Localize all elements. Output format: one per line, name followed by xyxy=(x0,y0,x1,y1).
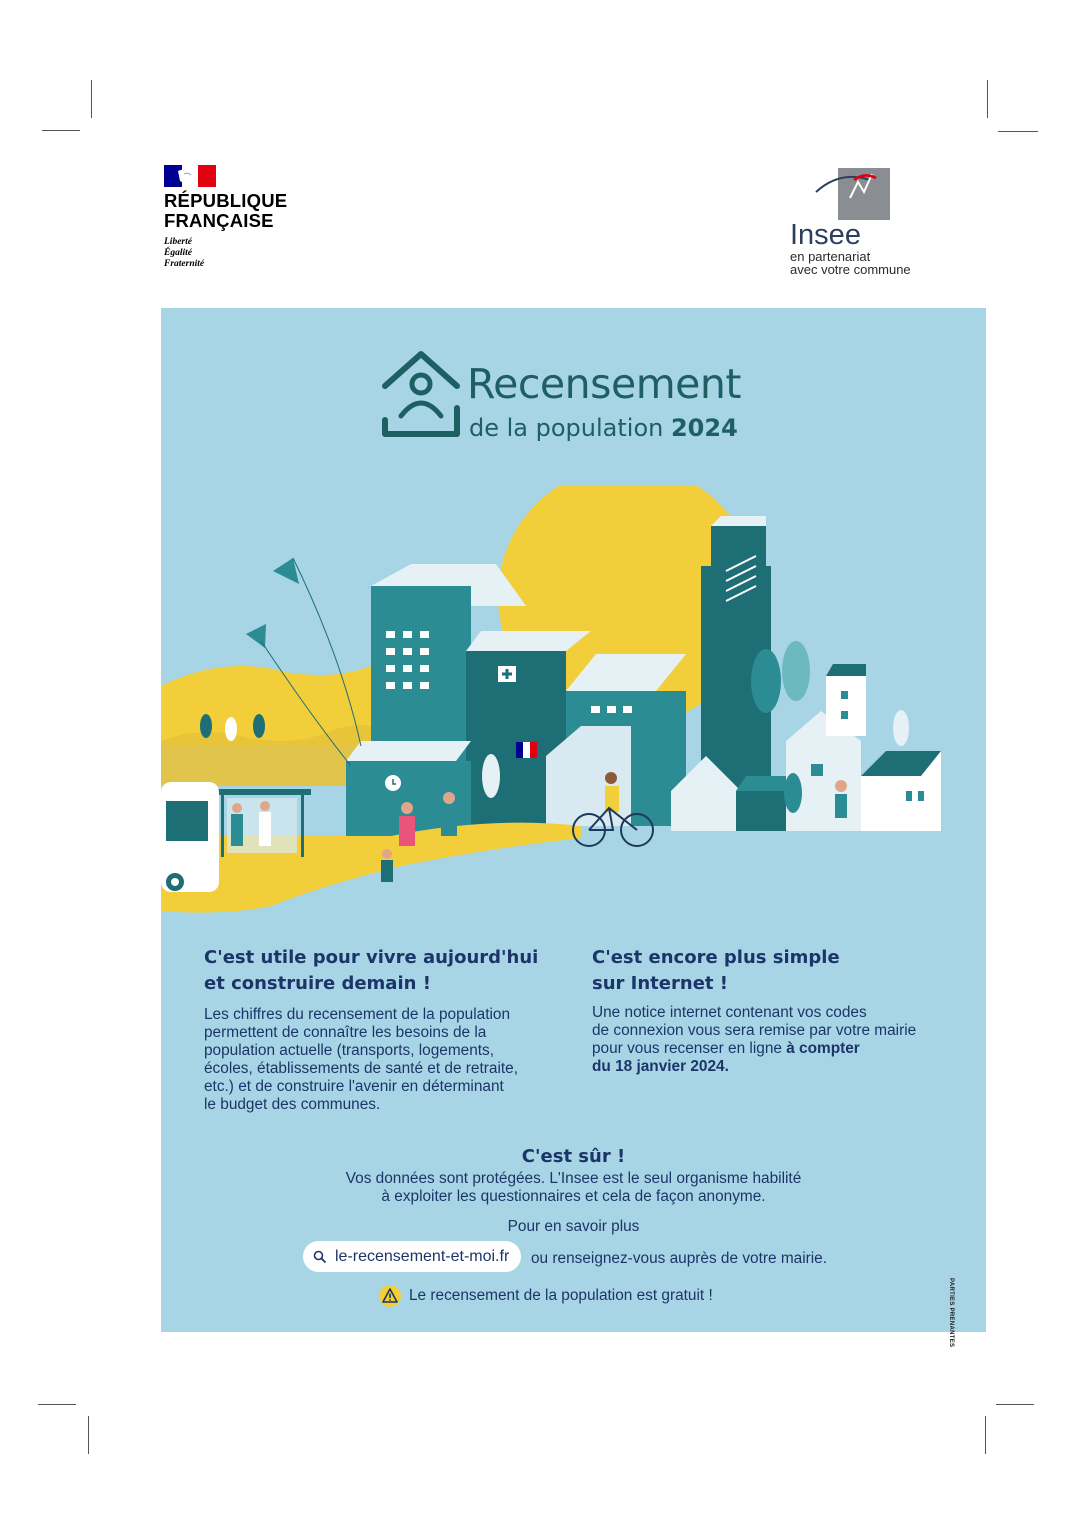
right-body-date-bold: à compter xyxy=(786,1040,860,1057)
more-info-label: Pour en savoir plus xyxy=(507,1218,640,1235)
right-column-title xyxy=(592,945,952,997)
secure-section xyxy=(161,1146,986,1236)
website-link[interactable] xyxy=(303,1241,521,1272)
website-suffix: ou renseignez-vous auprès de votre mairie. xyxy=(531,1250,827,1267)
search-icon xyxy=(313,1250,327,1264)
crop-mark xyxy=(998,131,1038,132)
left-body-line: écoles, établissements de santé et de retraite, xyxy=(204,1060,518,1077)
right-body-date-line: du 18 janvier 2024. xyxy=(592,1058,729,1075)
free-notice-text: Le recensement de la population est gratuit ! xyxy=(409,1287,713,1304)
crop-mark xyxy=(42,130,80,131)
crop-mark xyxy=(987,80,988,118)
right-column-body xyxy=(592,1004,972,1076)
crop-mark xyxy=(38,1404,76,1405)
left-title-line1: C'est utile pour vivre aujourd'hui xyxy=(204,947,539,968)
republique-francaise-logo xyxy=(164,165,287,270)
side-note: PARTIES PRENANTES xyxy=(948,1278,954,1348)
right-body-line2: de connexion vous sera remise par votre mairie xyxy=(592,1022,917,1039)
motto-fraternite: Fraternité xyxy=(164,259,205,269)
city-illustration xyxy=(161,486,986,916)
motto-egalite: Égalité xyxy=(164,248,192,258)
motto-liberte: Liberté xyxy=(164,237,192,247)
insee-emblem-icon xyxy=(800,168,900,220)
free-notice xyxy=(379,1285,713,1307)
title-subtitle xyxy=(469,414,738,442)
republic-name-line1: RÉPUBLIQUE xyxy=(164,190,288,211)
left-title-line2: et construire demain ! xyxy=(204,973,431,994)
poster xyxy=(161,308,986,1332)
secure-title: C'est sûr ! xyxy=(521,1146,626,1167)
warning-icon xyxy=(379,1285,401,1307)
website-url: le-recensement-et-moi.fr xyxy=(335,1247,510,1265)
subtitle-year: 2024 xyxy=(670,414,738,442)
republic-name-line2: FRANÇAISE xyxy=(164,210,274,231)
left-body-line: population actuelle (transports, logements, xyxy=(204,1042,495,1059)
crop-mark xyxy=(996,1404,1034,1405)
left-body-line: etc.) et de construire l'avenir en déterminant xyxy=(204,1078,504,1095)
right-title-line1: C'est encore plus simple xyxy=(592,947,840,968)
poster-title xyxy=(379,346,819,446)
crop-mark xyxy=(88,1416,89,1454)
insee-tagline-line1: en partenariat xyxy=(790,249,871,264)
left-body-line: permettent de connaître les besoins de la xyxy=(204,1024,487,1041)
crop-mark xyxy=(985,1416,986,1454)
right-title-line2: sur Internet ! xyxy=(592,973,728,994)
crop-mark xyxy=(91,80,92,118)
insee-logo xyxy=(790,168,950,276)
left-body-line: le budget des communes. xyxy=(204,1096,381,1113)
marianne-flag-icon xyxy=(164,165,216,187)
right-body-line3: pour vous recenser en ligne xyxy=(592,1040,787,1057)
insee-name: Insee xyxy=(790,219,861,251)
left-body-line: Les chiffres du recensement de la population xyxy=(204,1006,511,1023)
left-column-title xyxy=(204,945,564,997)
title-recensement: Recensement xyxy=(467,360,741,408)
right-body-line1: Une notice internet contenant vos codes xyxy=(592,1004,867,1021)
left-column-body xyxy=(204,1006,574,1114)
house-person-icon xyxy=(379,346,463,440)
insee-tagline-line2: avec votre commune xyxy=(790,262,911,277)
subtitle-prefix: de la population xyxy=(469,414,664,442)
secure-line2: à exploiter les questionnaires et cela de façon anonyme. xyxy=(381,1188,766,1205)
secure-line1: Vos données sont protégées. L'Insee est le seul organisme habilité xyxy=(345,1170,802,1187)
